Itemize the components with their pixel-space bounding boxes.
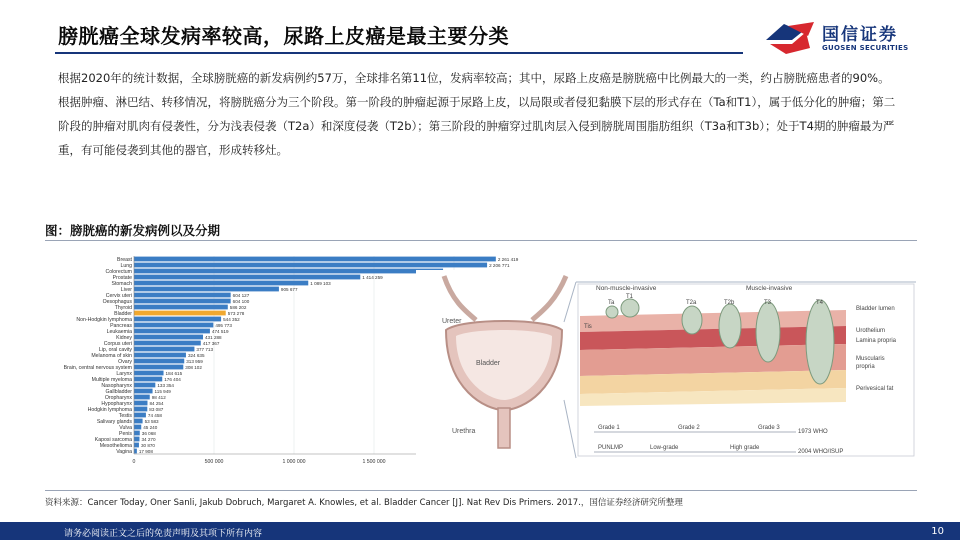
category-label: Stomach — [111, 280, 132, 287]
bar — [134, 401, 147, 406]
value-label: 2 206 771 — [489, 262, 510, 268]
label-lamina-propria: Lamina propria — [856, 338, 897, 344]
bar — [134, 377, 162, 382]
figure-title: 图：膀胱癌的新发病例以及分期 — [45, 223, 221, 238]
label-punlmp: PUNLMP — [598, 445, 624, 451]
category-label: Hypopharynx — [101, 400, 132, 407]
category-label: Vagina — [116, 448, 132, 455]
bar — [134, 275, 360, 280]
label-grade2: Grade 2 — [678, 425, 700, 431]
value-label: 17 908 — [138, 448, 153, 454]
label-propria: propria — [856, 364, 875, 370]
category-label: Pancreas — [110, 322, 132, 329]
source-note: 资料来源：Cancer Today, Oner Sanli, Jakub Dobruch, Margaret A. Knowles, et al. Bladder Cancer [J]. Nat Rev Dis Primers. 2017.，国信证券经济研究所整理 — [45, 498, 683, 508]
bar — [134, 281, 308, 286]
value-label: 377 713 — [196, 346, 214, 352]
category-label: Brain, central nervous system — [63, 364, 132, 371]
category-label: Oropharynx — [104, 394, 132, 401]
category-label: Mesothelioma — [99, 442, 132, 449]
value-label: 544 352 — [223, 316, 240, 322]
body-paragraph: 根据2020年的统计数据，全球膀胱癌的新发病例约57万，全球排名第11位，发病率较高；其中，尿路上皮癌是膀胱癌中比例最大的一类，约占膀胱癌患者的90%。根据肿瘤、淋巴结、转移情况，将膀胱癌分为三个阶段。第一阶段的肿瘤起源于尿路上皮，以局限或者侵犯黏膜下层的形式存在（Ta和T1），属于低分化的肿瘤；第二阶段的肿瘤对肌肉有侵袭性，分为浅表侵袭（T2a）和深度侵袭（T2b）；第三阶段的肿瘤穿过肌肉层入侵到膀胱周围脂肪组织（T3a和T3b）；处于T4期的肿瘤最为严重，有可能侵袭到其他的器官，形成转移灶。 — [58, 71, 896, 157]
category-label: Gallbladder — [105, 388, 132, 395]
bar — [134, 269, 443, 274]
bar — [134, 371, 164, 376]
source-divider — [45, 490, 917, 491]
value-label: 84 254 — [149, 400, 164, 406]
page-title: 膀胱癌全球发病率较高，尿路上皮癌是最主要分类 — [58, 24, 509, 48]
bar — [134, 287, 279, 292]
bar — [134, 365, 183, 370]
category-label: Colorectum — [105, 268, 132, 275]
label-who1973: 1973 WHO — [798, 429, 828, 435]
bar — [134, 257, 496, 262]
category-label: Leukaemia — [106, 328, 132, 335]
value-label: 604 127 — [232, 292, 250, 298]
label-t2a: T2a — [686, 300, 697, 306]
title-underline — [55, 52, 743, 54]
value-label: 1 089 103 — [310, 280, 331, 286]
category-label: Testis — [118, 412, 132, 419]
category-label: Larynx — [116, 370, 132, 377]
value-label: 36 068 — [141, 430, 156, 436]
value-label: 474 519 — [211, 328, 229, 334]
label-muscularis: Muscularis — [856, 356, 885, 362]
bar — [134, 353, 186, 358]
value-label: 83 087 — [149, 406, 164, 412]
label-t3: T3 — [764, 300, 772, 306]
bar — [134, 317, 221, 322]
value-label: 417 367 — [202, 340, 220, 346]
category-label: Melanoma of skin — [91, 352, 132, 359]
bar — [134, 389, 153, 394]
category-label: Liver — [120, 286, 132, 293]
value-label: 495 773 — [215, 322, 232, 328]
value-label: 905 677 — [280, 286, 298, 292]
category-label: Multiple myeloma — [91, 376, 132, 383]
bar — [134, 311, 226, 316]
category-label: Salivary glands — [96, 418, 132, 425]
bar — [134, 431, 140, 436]
label-t2b: T2b — [724, 300, 735, 306]
label-bladder-lumen: Bladder lumen — [856, 306, 895, 312]
figure-divider — [45, 240, 917, 241]
value-label: 1 414 259 — [362, 274, 383, 280]
category-label: Kaposi sarcoma — [94, 436, 132, 443]
bar — [134, 407, 147, 412]
bar — [134, 395, 150, 400]
guosen-logo-icon — [766, 22, 814, 54]
category-label: Non-Hodgkin lymphoma — [76, 316, 132, 323]
value-label: 45 240 — [143, 424, 158, 430]
value-label: 53 583 — [144, 418, 159, 424]
tick-label: 1 000 000 — [282, 459, 306, 465]
category-label: Oesophagus — [102, 298, 132, 305]
value-label: 98 412 — [151, 394, 166, 400]
label-t1: T1 — [626, 294, 634, 300]
tick-label: 1 500 000 — [362, 459, 386, 465]
label-grade1: Grade 1 — [598, 425, 620, 431]
value-label: 2 261 419 — [497, 256, 519, 262]
category-label: Bladder — [114, 310, 132, 317]
value-label: 34 270 — [141, 436, 156, 442]
category-label: Prostate — [112, 274, 132, 281]
category-label: Hodgkin lymphoma — [87, 406, 132, 413]
bar — [134, 437, 139, 442]
category-label: Cervix uteri — [105, 292, 132, 299]
bar — [134, 425, 141, 430]
category-label: Corpus uteri — [103, 340, 132, 347]
category-label: Ovary — [118, 358, 132, 365]
logo-chinese-name: 国信证券 — [822, 25, 898, 45]
value-label: 586 202 — [229, 304, 247, 310]
bar — [134, 443, 139, 448]
label-urothelium: Urothelium — [856, 328, 886, 334]
bar — [134, 419, 143, 424]
category-label: Thyroid — [114, 304, 132, 311]
tick-label: 500 000 — [204, 459, 224, 465]
label-who2004: 2004 WHO/ISUP — [798, 449, 844, 455]
value-label: 184 615 — [165, 370, 183, 376]
bladder-staging-diagram — [416, 270, 916, 465]
label-high-grade: High grade — [730, 445, 760, 451]
label-ta: Ta — [608, 300, 615, 306]
label-urethra: Urethra — [452, 428, 476, 435]
value-label: 324 635 — [187, 352, 205, 358]
value-label: 308 102 — [185, 364, 202, 370]
value-label: 115 949 — [154, 388, 171, 394]
value-label: 573 278 — [227, 310, 245, 316]
bar — [134, 347, 194, 352]
label-perivesical-fat: Perivesical fat — [856, 386, 894, 392]
bar — [134, 341, 201, 346]
label-non-muscle-invasive: Non-muscle-invasive — [596, 285, 657, 292]
category-label: Lip, oral cavity — [98, 346, 132, 353]
category-label: Vulva — [119, 424, 132, 431]
label-ureter: Ureter — [442, 318, 462, 325]
bar — [134, 293, 231, 298]
value-label: 30 870 — [140, 442, 156, 448]
category-label: Penis — [119, 430, 132, 437]
label-tis: Tis — [584, 324, 592, 330]
label-muscle-invasive: Muscle-invasive — [746, 285, 793, 292]
label-low-grade: Low-grade — [650, 445, 679, 451]
bar — [134, 413, 146, 418]
bar — [134, 449, 137, 454]
bar — [134, 305, 228, 310]
bar — [134, 359, 184, 364]
bar — [134, 323, 213, 328]
bar — [134, 299, 231, 304]
label-t4: T4 — [816, 300, 824, 306]
category-label: Kidney — [116, 334, 132, 341]
tick-label: 0 — [132, 459, 136, 465]
value-label: 313 959 — [186, 358, 203, 364]
bar — [134, 383, 155, 388]
value-label: 133 354 — [157, 382, 174, 388]
category-label: Breast — [117, 256, 132, 263]
value-label: 431 288 — [205, 334, 222, 340]
value-label: 176 404 — [164, 376, 181, 382]
bar — [134, 335, 203, 340]
label-grade3: Grade 3 — [758, 425, 780, 431]
logo-english-name: GUOSEN SECURITIES — [822, 44, 909, 52]
category-label: Lung — [120, 262, 132, 269]
bar — [134, 329, 210, 334]
value-label: 74 458 — [147, 412, 162, 418]
category-label: Nasopharynx — [101, 382, 132, 389]
footer-disclaimer: 请务必阅读正文之后的免责声明及其项下所有内容 — [64, 529, 263, 539]
label-bladder: Bladder — [476, 360, 501, 367]
page-number: 10 — [931, 526, 944, 537]
value-label: 604 100 — [232, 298, 250, 304]
bar — [134, 263, 487, 268]
